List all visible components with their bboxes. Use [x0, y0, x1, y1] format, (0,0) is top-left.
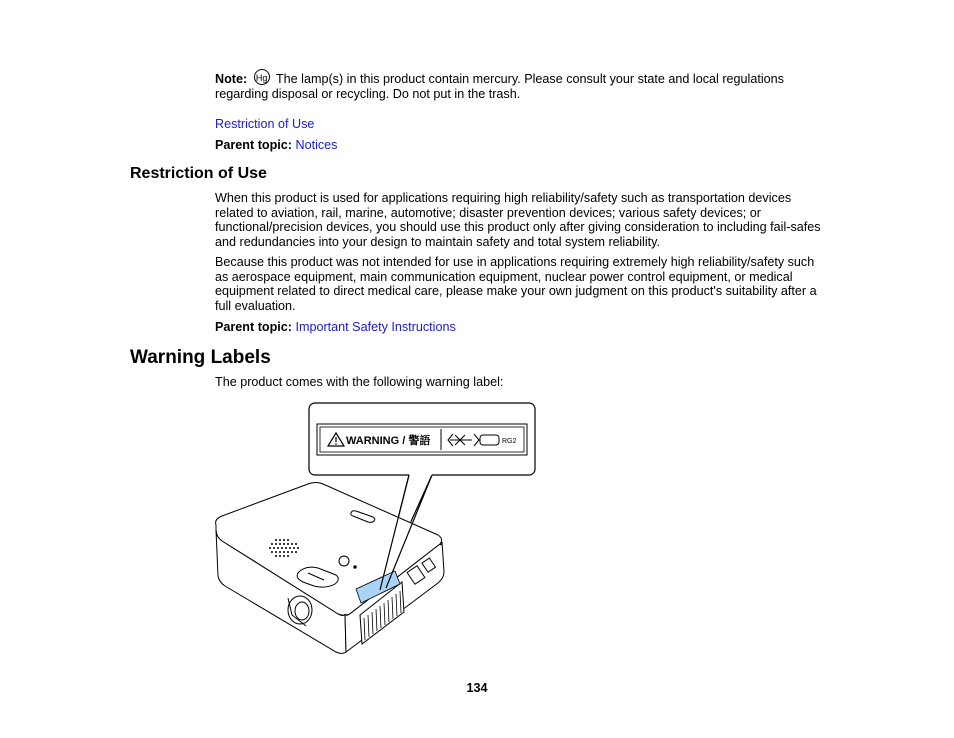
projector-warning-illustration [210, 400, 540, 662]
warning-intro-text: The product comes with the following warning label: [215, 375, 504, 389]
warning-label-text: WARNING / 警語 [346, 435, 431, 447]
restriction-of-use-link[interactable]: Restriction of Use [215, 117, 315, 131]
warning-labels-heading: Warning Labels [130, 347, 271, 368]
note-paragraph [215, 69, 825, 101]
parent-topic-safety [215, 320, 456, 335]
notices-link[interactable]: Notices [295, 138, 338, 152]
parent-topic-label: Parent topic: [215, 138, 292, 152]
mercury-icon: Hg [254, 69, 270, 85]
parent-topic-notices [215, 138, 337, 153]
restriction-of-use-heading: Restriction of Use [130, 165, 267, 182]
parent-topic-label: Parent topic: [215, 320, 292, 334]
restriction-paragraph-2: Because this product was not intended for use in applications requiring extremely high reliability/safety such as aerospace equipment, main communication equipment, nuclear power control equipment, or medical equipment related to direct medical care, please make your own judgment on this product's suitability after a full evaluation. [215, 255, 817, 313]
note-label: Note: [215, 72, 248, 86]
page-number: 134 [466, 681, 488, 695]
rg-class-text: RG2 [502, 438, 517, 445]
restriction-paragraph-1: When this product is used for applications requiring high reliability/safety such as transportation devices related to aviation, rail, marine, automotive; disaster prevention devices; various safety devices; or functional/precision devices, you should use this product only after giving consideration to including fail-safes and redundancies into your design to maintain safety and total system reliability. [215, 191, 821, 249]
important-safety-instructions-link[interactable]: Important Safety Instructions [295, 320, 456, 334]
note-text: The lamp(s) in this product contain mercury. Please consult your state and local regulations regarding disposal or recycling. Do not put in the trash. [215, 72, 784, 101]
